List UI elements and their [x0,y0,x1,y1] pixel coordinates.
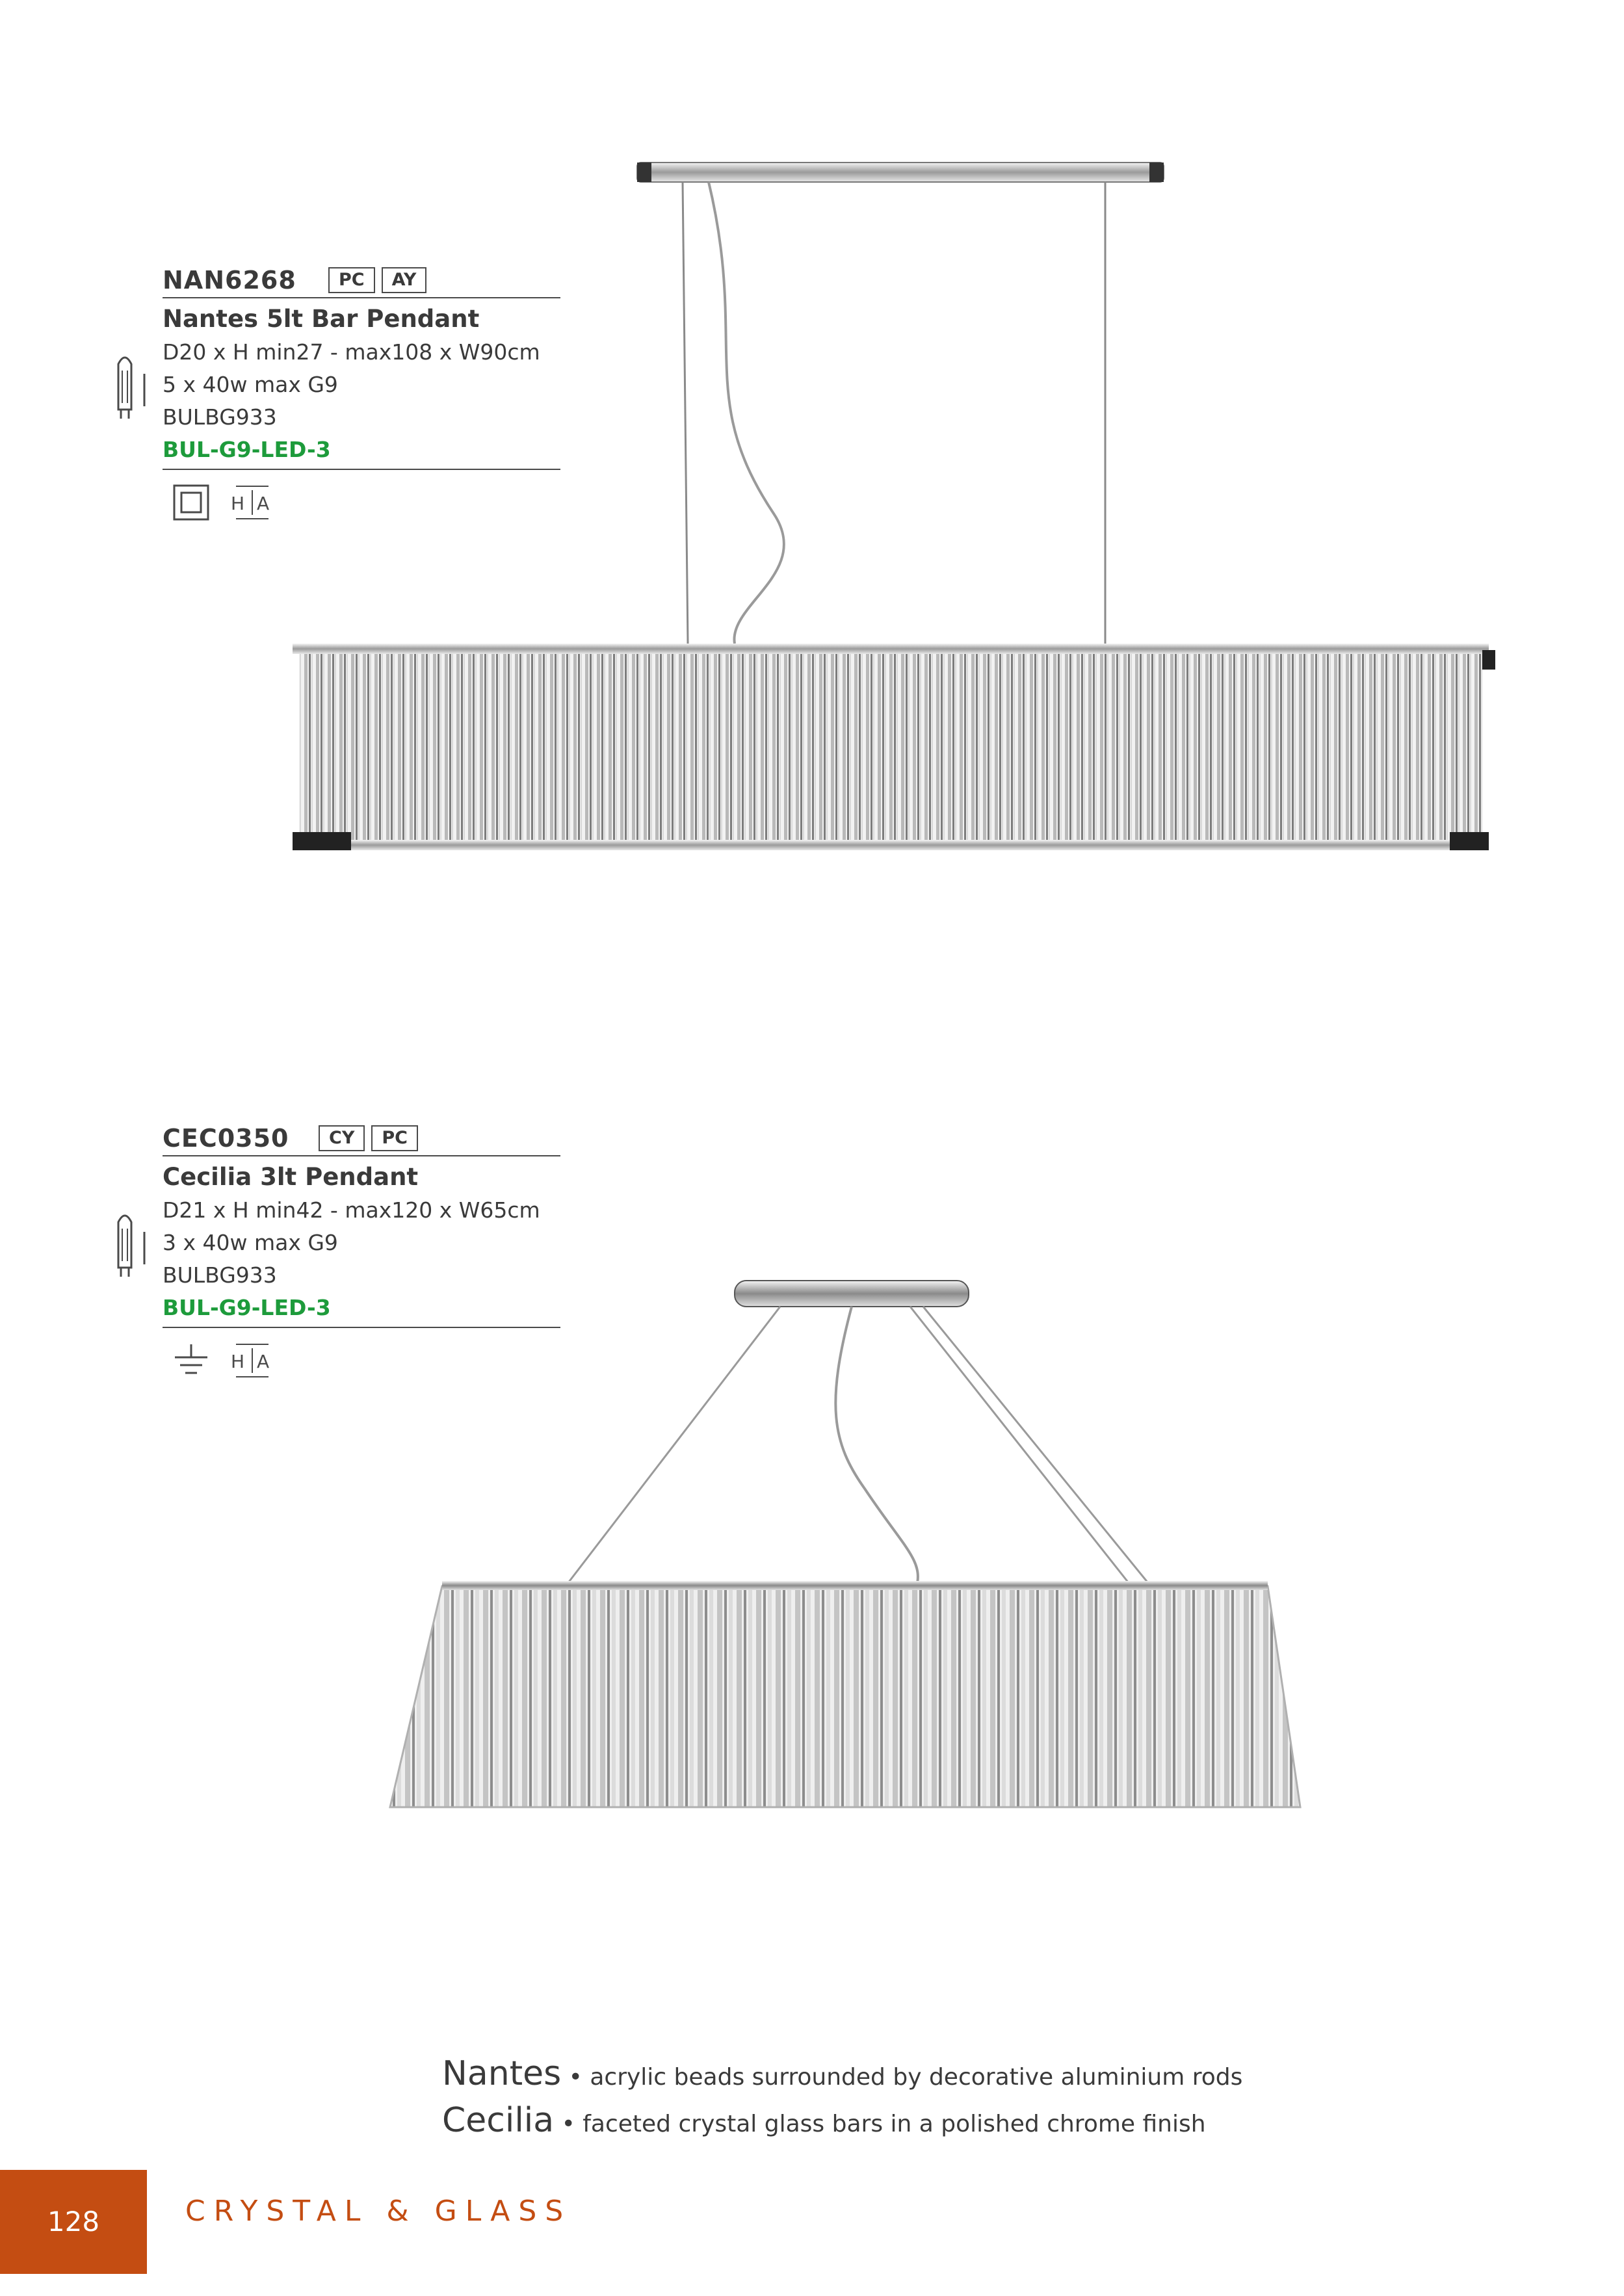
bulb-code: BULBG933 [163,1262,277,1288]
caption-nantes [442,2054,1242,2093]
wattage: 5 x 40w max G9 [163,372,338,397]
led-bulb-code: BUL-G9-LED-3 [163,437,331,462]
divider [163,297,560,298]
symbol-row [163,483,560,522]
divider [163,1155,560,1156]
dimensions: D21 x H min42 - max120 x W65cm [163,1197,540,1223]
wattage: 3 x 40w max G9 [163,1230,338,1255]
g9-bulb-icon [111,1209,150,1281]
g9-bulb-icon [111,351,150,423]
page-number: 128 [47,2206,100,2237]
divider [163,469,560,470]
product-name: Cecilia 3lt Pendant [163,1163,419,1191]
finish-tag: AY [382,267,427,293]
caption-text: • acrylic beads surrounded by decorative aluminium rods [568,2064,1243,2091]
product-cecilia [163,1121,560,1380]
product-code-row [163,263,560,297]
finish-tag: CY [319,1125,365,1151]
svg-text:A: A [257,1351,270,1372]
product-code-row [163,1121,560,1155]
svg-text:H: H [231,493,245,514]
product-code: NAN6268 [163,266,296,294]
finish-tag: PC [328,267,375,293]
svg-text:H: H [231,1351,245,1372]
height-adjustable-icon [229,1342,275,1379]
product-name: Nantes 5lt Bar Pendant [163,305,480,333]
section-title: CRYSTAL & GLASS [185,2195,572,2228]
caption-text: • faceted crystal glass bars in a polished chrome finish [561,2111,1206,2137]
symbol-row [163,1341,560,1380]
divider [163,1327,560,1328]
height-adjustable-icon [229,484,275,521]
class-ii-icon [172,484,210,521]
caption-name: Cecilia [442,2101,555,2140]
bulb-code: BULBG933 [163,404,277,430]
product-code: CEC0350 [163,1124,289,1153]
led-bulb-code: BUL-G9-LED-3 [163,1295,331,1320]
earth-icon [172,1342,210,1379]
product-nantes [163,263,560,522]
dimensions: D20 x H min27 - max108 x W90cm [163,339,540,365]
caption-name: Nantes [442,2054,562,2093]
finish-tag: PC [371,1125,418,1151]
svg-text:A: A [257,493,270,514]
caption-cecilia [442,2101,1206,2140]
